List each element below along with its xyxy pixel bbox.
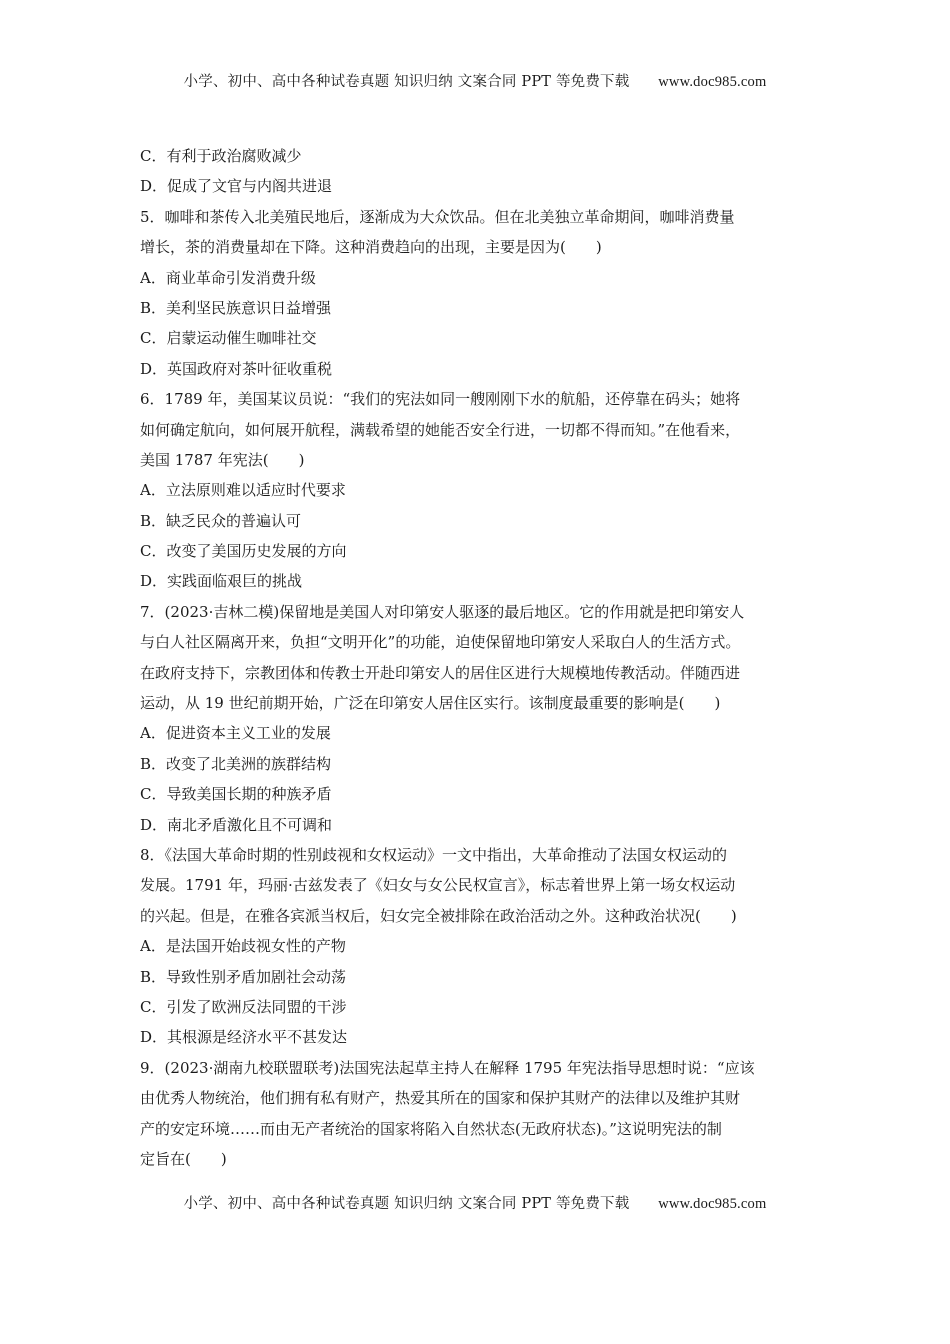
question-6-stem-line-3: 美国 1787 年宪法( ) xyxy=(140,450,305,469)
question-7-stem-line-4: 运动，从 19 世纪前期开始，广泛在印第安人居住区实行。该制度最重要的影响是( ) xyxy=(140,694,721,713)
option-d-q5: D．英国政府对茶叶征收重税 xyxy=(140,359,333,378)
option-c-q4: C．有利于政治腐败减少 xyxy=(140,147,302,165)
question-9-stem-line-1: 9．(2023·湖南九校联盟联考)法国宪法起草主持人在解释 1795 年宪法指导思想时说：“应该 xyxy=(140,1058,755,1077)
question-8-stem-line-1: 8．《法国大革命时期的性别歧视和女权运动》一文中指出，大革命推动了法国女权运动的 xyxy=(140,845,728,864)
option-a-q6: A．立法原则难以适应时代要求 xyxy=(140,481,346,500)
option-b-q7: B．改变了北美洲的族群结构 xyxy=(140,754,332,773)
footer-text: 小学、初中、高中各种试卷真题 知识归纳 文案合同 PPT 等免费下载 xyxy=(183,1196,630,1212)
option-b-q6: B．缺乏民众的普遍认可 xyxy=(140,511,302,530)
option-a-q5: A．商业革命引发消费升级 xyxy=(140,268,316,287)
document-body xyxy=(140,141,812,1174)
page-footer xyxy=(0,1192,950,1213)
footer-url[interactable]: www.doc985.com xyxy=(658,1196,767,1212)
question-5-stem-line-1: 5．咖啡和茶传入北美殖民地后，逐渐成为大众饮品。但在北美独立革命期间，咖啡消费量 xyxy=(140,207,735,226)
question-7-stem-line-1: 7．(2023·吉林二模)保留地是美国人对印第安人驱逐的最后地区。它的作用就是把印第安人 xyxy=(140,602,745,621)
option-d-q6: D．实践面临艰巨的挑战 xyxy=(140,572,303,591)
option-c-q6: C．改变了美国历史发展的方向 xyxy=(140,542,347,561)
question-7-stem-line-3: 在政府支持下，宗教团体和传教士开赴印第安人的居住区进行大规模地传教活动。伴随西进 xyxy=(140,663,741,682)
option-a-q8: A．是法国开始歧视女性的产物 xyxy=(140,937,346,956)
option-c-q5: C．启蒙运动催生咖啡社交 xyxy=(140,329,317,348)
option-d-q4: D．促成了文官与内阁共进退 xyxy=(140,177,333,196)
option-d-q8: D．其根源是经济水平不甚发达 xyxy=(140,1028,348,1047)
header-url[interactable]: www.doc985.com xyxy=(658,74,767,90)
question-9-stem-line-2: 由优秀人物统治，他们拥有私有财产，热爱其所在的国家和保护其财产的法律以及维护其财 xyxy=(140,1089,741,1108)
question-5-stem-line-2: 增长，茶的消费量却在下降。这种消费趋向的出现，主要是因为( ) xyxy=(140,238,602,257)
option-a-q7: A．促进资本主义工业的发展 xyxy=(140,724,331,743)
header-text: 小学、初中、高中各种试卷真题 知识归纳 文案合同 PPT 等免费下载 xyxy=(183,74,630,90)
question-9-stem-line-4: 定旨在( ) xyxy=(140,1149,227,1168)
option-d-q7: D．南北矛盾激化且不可调和 xyxy=(140,815,333,834)
option-c-q7: C．导致美国长期的种族矛盾 xyxy=(140,785,332,804)
question-6-stem-line-2: 如何确定航向，如何展开航程，满载希望的她能否安全行进，一切都不得而知。”在他看来， xyxy=(140,420,741,439)
question-8-stem-line-2: 发展。1791 年，玛丽·古兹发表了《妇女与女公民权宣言》，标志着世界上第一场女权运动 xyxy=(140,876,736,895)
option-b-q8: B．导致性别矛盾加剧社会动荡 xyxy=(140,967,347,986)
option-c-q8: C．引发了欧洲反法同盟的干涉 xyxy=(140,997,347,1016)
option-b-q5: B．美利坚民族意识日益增强 xyxy=(140,298,332,317)
page-header xyxy=(0,70,950,91)
question-8-stem-line-3: 的兴起。但是，在雅各宾派当权后，妇女完全被排除在政治活动之外。这种政治状况( ) xyxy=(140,906,737,925)
question-7-stem-line-2: 与白人社区隔离开来，负担“文明开化”的功能，迫使保留地印第安人采取白人的生活方式。 xyxy=(140,633,741,652)
question-9-stem-line-3: 产的安定环境……而由无产者统治的国家将陷入自然状态(无政府状态)。”这说明宪法的制 xyxy=(140,1119,722,1138)
question-6-stem-line-1: 6．1789 年，美国某议员说：“我们的宪法如同一艘刚刚下水的航船，还停靠在码头；她将 xyxy=(140,390,741,409)
